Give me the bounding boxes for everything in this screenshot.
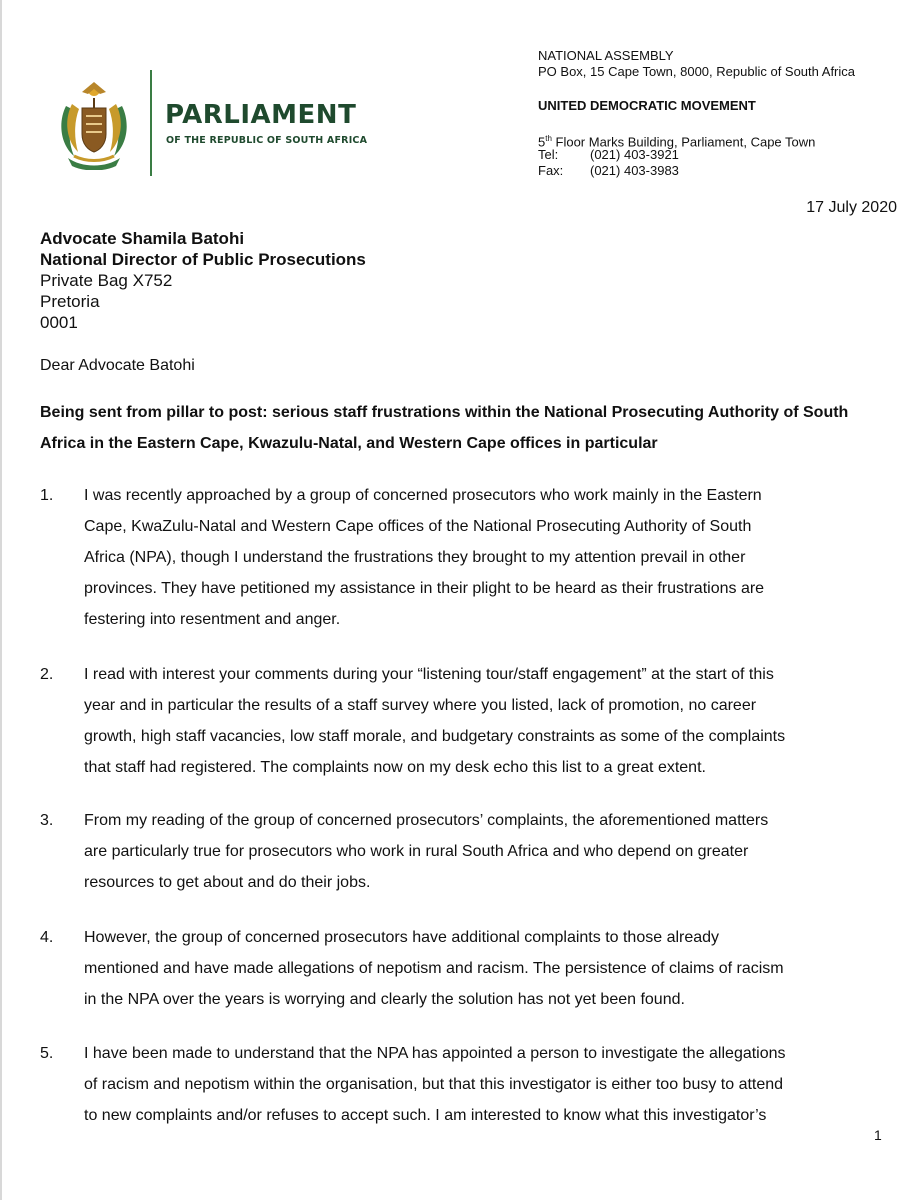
tel-value: (021) 403-3921 bbox=[590, 147, 679, 162]
address-line-2: PO Box, 15 Cape Town, 8000, Republic of South Africa bbox=[538, 64, 856, 79]
paragraph-number: 5. bbox=[40, 1045, 54, 1062]
paragraph-line: in the NPA over the years is worrying and clearly the solution has not yet been found. bbox=[84, 991, 685, 1008]
paragraph-line: I was recently approached by a group of concerned prosecutors who work mainly in the Eastern bbox=[84, 487, 762, 504]
paragraph-line: year and in particular the results of a staff survey where you listed, lack of promotion, no career bbox=[84, 697, 757, 714]
paragraph-line: Cape, KwaZulu-Natal and Western Cape offices of the National Prosecuting Authority of South bbox=[84, 518, 752, 535]
coat-of-arms-icon bbox=[52, 78, 136, 170]
paragraph-line: growth, high staff vacancies, low staff morale, and budgetary constraints as some of the complaints bbox=[84, 728, 786, 745]
paragraph-line: From my reading of the group of concerned prosecutors’ complaints, the aforementioned matters bbox=[84, 812, 769, 829]
recipient-name: Advocate Shamila Batohi bbox=[40, 229, 245, 248]
recipient-title: National Director of Public Prosecutions bbox=[40, 250, 366, 269]
floor-number: 5 bbox=[538, 134, 546, 150]
paragraph-line: mentioned and have made allegations of nepotism and racism. The persistence of claims of racism bbox=[84, 960, 784, 977]
paragraph-number: 2. bbox=[40, 666, 54, 683]
tel-label: Tel: bbox=[538, 147, 559, 162]
org-name: PARLIAMENT bbox=[165, 100, 357, 130]
paragraph-line: I have been made to understand that the NPA has appointed a person to investigate the allegations bbox=[84, 1045, 786, 1062]
paragraph-number: 4. bbox=[40, 929, 54, 946]
tel-row bbox=[538, 147, 679, 163]
floor-suffix: th bbox=[545, 134, 552, 143]
fax-row bbox=[538, 163, 679, 179]
recipient-address: Private Bag X752 bbox=[40, 271, 173, 290]
party-name: UNITED DEMOCRATIC MOVEMENT bbox=[538, 98, 756, 113]
paragraph-line: of racism and nepotism within the organisation, but that this investigator is either too busy to attend bbox=[84, 1076, 784, 1093]
fax-value: (021) 403-3983 bbox=[590, 163, 679, 178]
recipient-city: Pretoria bbox=[40, 292, 100, 311]
page-edge bbox=[0, 0, 2, 1200]
paragraph-line: Africa (NPA), though I understand the frustrations they brought to my attention prevail in other bbox=[84, 549, 746, 566]
paragraph-line: resources to get about and do their jobs. bbox=[84, 874, 371, 891]
address-line-1: NATIONAL ASSEMBLY bbox=[538, 48, 674, 63]
paragraph-line: However, the group of concerned prosecutors have additional complaints to those already bbox=[84, 929, 720, 946]
paragraph-line: that staff had registered. The complaints now on my desk echo this list to a great extent. bbox=[84, 759, 706, 776]
paragraph-line: festering into resentment and anger. bbox=[84, 611, 341, 628]
floor-rest: Floor Marks Building, Parliament, Cape Town bbox=[551, 134, 816, 150]
recipient-block bbox=[40, 228, 366, 333]
subject-line: Being sent from pillar to post: serious staff frustrations within the National Prosecuting Authority of South Africa in the Eastern Cape, Kwazulu-Natal, and Western Cape offices in particular bbox=[40, 404, 849, 452]
salutation: Dear Advocate Batohi bbox=[40, 357, 195, 374]
letterhead-divider bbox=[150, 70, 152, 176]
paragraph-number: 3. bbox=[40, 812, 54, 829]
page-number: 1 bbox=[874, 1127, 882, 1143]
paragraph-line: are particularly true for prosecutors who work in rural South Africa and who depend on greater bbox=[84, 843, 749, 860]
paragraph-line: provinces. They have petitioned my assistance in their plight to be heard as their frustrations are bbox=[84, 580, 765, 597]
letter-date: 17 July 2020 bbox=[806, 199, 897, 216]
paragraph-line: to new complaints and/or refuses to accept such. I am interested to know what this investigator’s bbox=[84, 1107, 767, 1124]
paragraph-line: I read with interest your comments during your “listening tour/staff engagement” at the start of this bbox=[84, 666, 774, 683]
fax-label: Fax: bbox=[538, 163, 564, 178]
paragraph-number: 1. bbox=[40, 487, 54, 504]
org-subtitle: OF THE REPUBLIC OF SOUTH AFRICA bbox=[166, 135, 368, 146]
recipient-postal: 0001 bbox=[40, 313, 78, 332]
